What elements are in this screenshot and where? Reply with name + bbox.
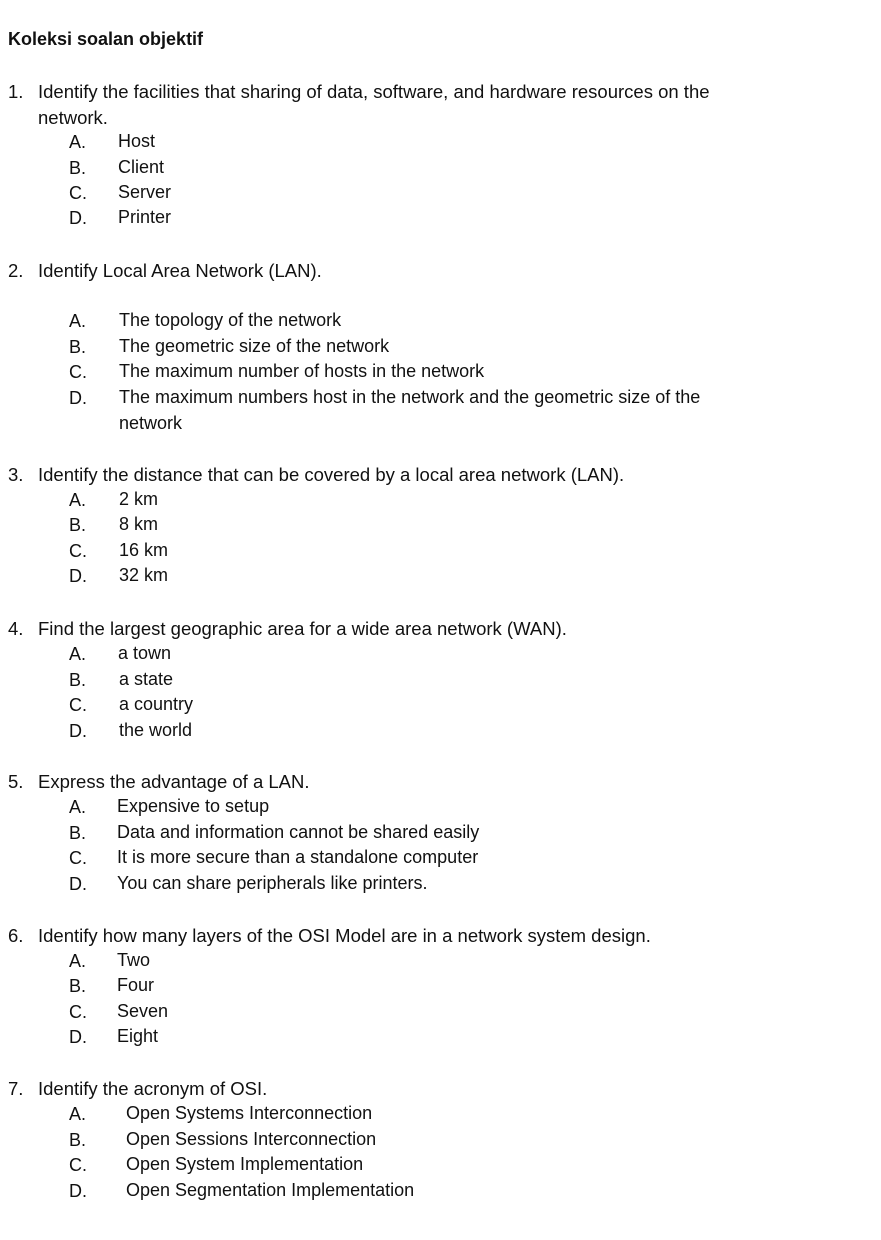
option-7a — [0, 1101, 881, 1127]
option-letter: D. — [69, 388, 87, 408]
question-text: Identify how many layers of the OSI Model are in a network system design. — [38, 925, 651, 946]
option-text: The topology of the network — [119, 310, 342, 330]
question-text: Express the advantage of a LAN. — [38, 771, 310, 792]
option-letter: C. — [69, 541, 87, 561]
question-number: 4. — [8, 618, 24, 639]
option-6b — [0, 973, 881, 999]
option-5d — [0, 871, 881, 897]
question-text: Identify the facilities that sharing of data, software, and hardware resources on the network. — [38, 81, 710, 128]
option-letter: A. — [69, 490, 87, 510]
option-1a — [0, 129, 881, 155]
option-text: 8 km — [119, 514, 159, 534]
option-text: Eight — [117, 1026, 159, 1046]
question-number: 7. — [8, 1078, 24, 1099]
option-letter: D. — [69, 566, 87, 586]
option-5b — [0, 820, 881, 846]
option-letter: D. — [69, 1181, 87, 1201]
option-text: The maximum number of hosts in the network — [119, 361, 485, 381]
question-text: Identify the acronym of OSI. — [38, 1078, 268, 1099]
option-letter: C. — [69, 848, 87, 868]
option-3a — [0, 487, 881, 513]
option-letter: D. — [69, 721, 87, 741]
option-text: 2 km — [119, 489, 159, 509]
option-letter: A. — [69, 132, 87, 152]
option-6a — [0, 948, 881, 974]
option-text: a town — [118, 643, 172, 663]
option-text: a country — [119, 694, 194, 714]
option-text: The geometric size of the network — [119, 336, 390, 356]
option-4c — [0, 692, 881, 718]
option-letter: A. — [69, 644, 87, 664]
option-text: a state — [119, 669, 174, 689]
option-letter: D. — [69, 1027, 87, 1047]
option-7d — [0, 1178, 881, 1204]
question-text: Find the largest geographic area for a wide area network (WAN). — [38, 618, 567, 639]
option-4d — [0, 718, 881, 744]
option-5c — [0, 845, 881, 871]
option-letter: D. — [69, 208, 87, 228]
option-letter: B. — [69, 515, 87, 535]
option-3c — [0, 538, 881, 564]
option-letter: B. — [69, 337, 87, 357]
option-3b — [0, 512, 881, 538]
option-2b — [0, 334, 881, 360]
option-text: Printer — [118, 207, 172, 227]
option-1b — [0, 155, 881, 181]
option-text: Host — [118, 131, 156, 151]
option-letter: D. — [69, 874, 87, 894]
option-2d — [0, 385, 881, 433]
option-letter: C. — [69, 362, 87, 382]
question-number: 3. — [8, 464, 24, 485]
option-7b — [0, 1127, 881, 1153]
option-4b — [0, 667, 881, 693]
question-number: 1. — [8, 81, 24, 102]
option-3d — [0, 563, 881, 589]
option-letter: C. — [69, 1155, 87, 1175]
option-letter: A. — [69, 797, 87, 817]
option-letter: B. — [69, 670, 87, 690]
option-text: Seven — [117, 1001, 169, 1021]
question-text: Identify Local Area Network (LAN). — [38, 260, 322, 281]
option-text: Two — [117, 950, 151, 970]
question-number: 2. — [8, 260, 24, 281]
option-text: Expensive to setup — [117, 796, 270, 816]
option-letter: C. — [69, 1002, 87, 1022]
option-text: Open System Implementation — [126, 1154, 364, 1174]
option-1d — [0, 205, 881, 231]
option-text: 32 km — [119, 565, 169, 585]
option-2a — [0, 308, 881, 334]
option-text: Open Systems Interconnection — [126, 1103, 373, 1123]
option-letter: C. — [69, 695, 87, 715]
option-text: Server — [118, 182, 172, 202]
question-number: 5. — [8, 771, 24, 792]
option-text: Four — [117, 975, 155, 995]
document-title: Koleksi soalan objektif — [8, 29, 204, 49]
option-letter: B. — [69, 158, 87, 178]
option-letter: A. — [69, 311, 87, 331]
option-6c — [0, 999, 881, 1025]
question-text: Identify the distance that can be covered by a local area network (LAN). — [38, 464, 625, 485]
option-5a — [0, 794, 881, 820]
option-text: Open Segmentation Implementation — [126, 1180, 415, 1200]
option-7c — [0, 1152, 881, 1178]
option-text: Open Sessions Interconnection — [126, 1129, 377, 1149]
option-text: You can share peripherals like printers. — [117, 873, 428, 893]
question-number: 6. — [8, 925, 24, 946]
option-letter: B. — [69, 823, 87, 843]
option-letter: A. — [69, 951, 87, 971]
option-letter: B. — [69, 976, 87, 996]
option-letter: B. — [69, 1130, 87, 1150]
option-text: 16 km — [119, 540, 169, 560]
option-text: Client — [118, 157, 165, 177]
option-text: The maximum numbers host in the network and the geometric size of the network — [119, 387, 701, 433]
option-4a — [0, 641, 881, 667]
option-2c — [0, 359, 881, 385]
option-text: It is more secure than a standalone computer — [117, 847, 479, 867]
option-text: Data and information cannot be shared easily — [117, 822, 480, 842]
option-text: the world — [119, 720, 193, 740]
option-1c — [0, 180, 881, 206]
option-6d — [0, 1024, 881, 1050]
option-letter: A. — [69, 1104, 87, 1124]
option-letter: C. — [69, 183, 87, 203]
